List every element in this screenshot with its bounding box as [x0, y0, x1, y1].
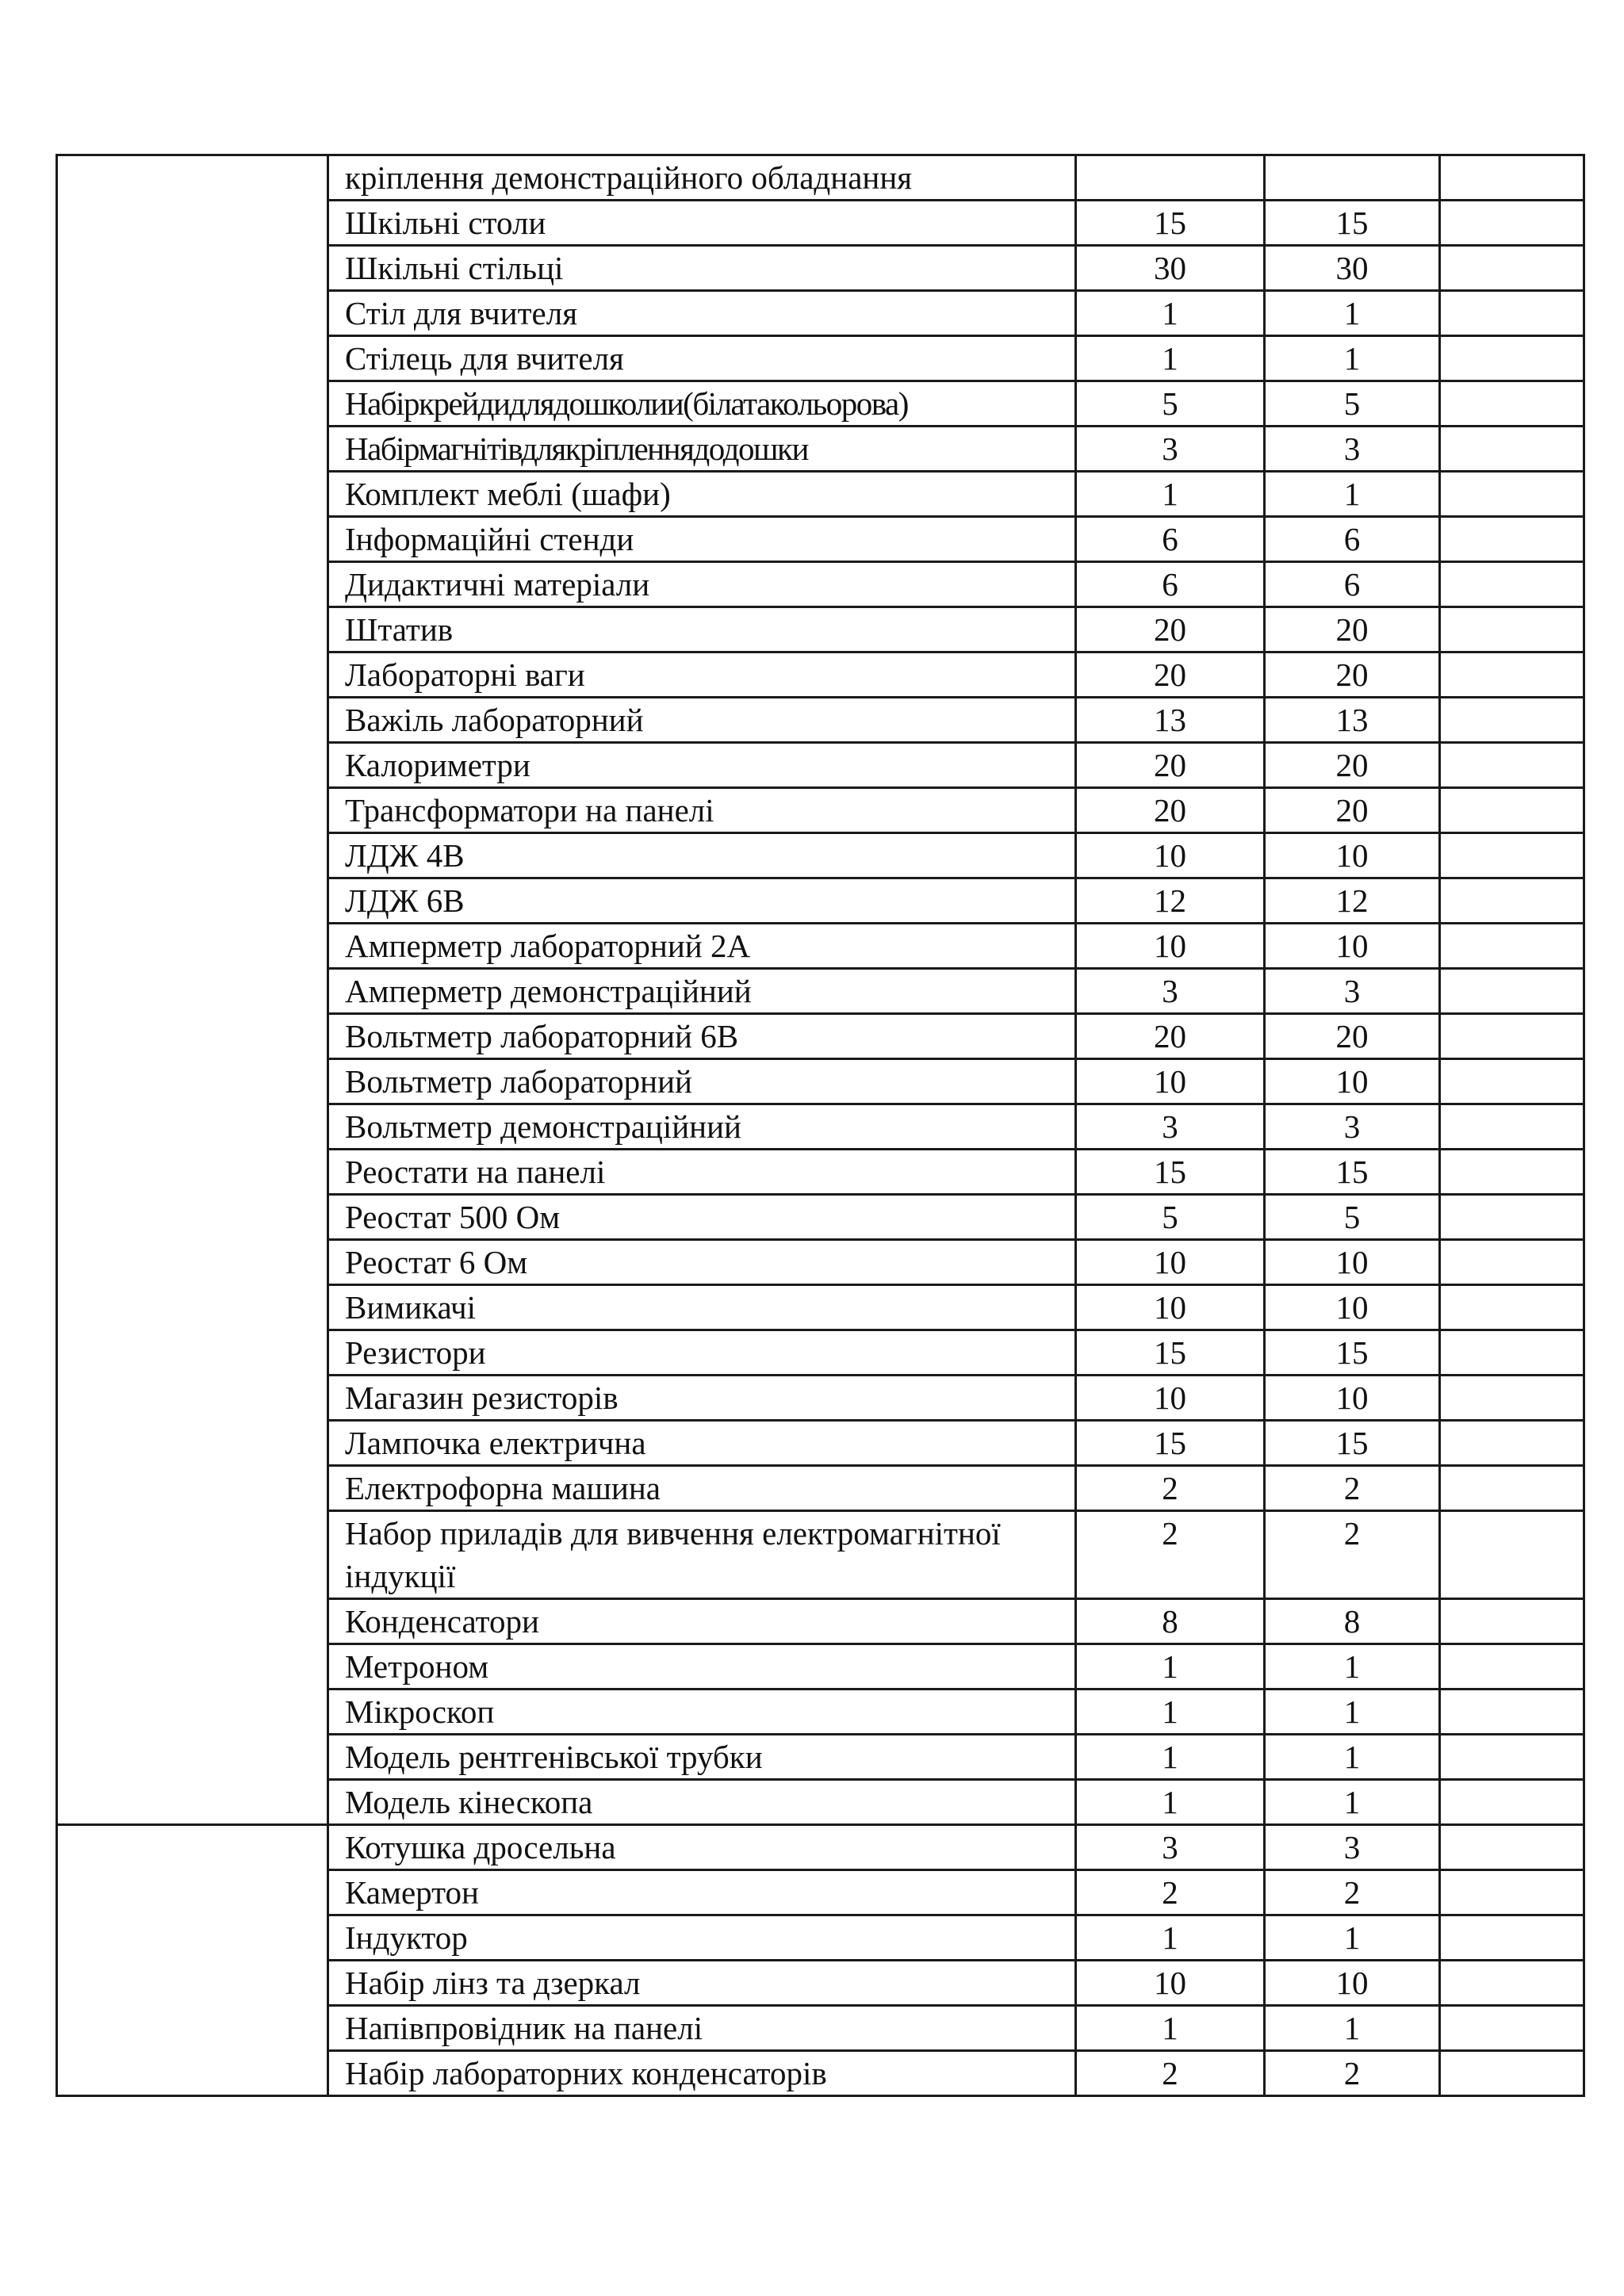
quantity-cell: 2: [1076, 2051, 1265, 2096]
item-name-cell: Електрофорна машина: [328, 1466, 1076, 1511]
item-name-cell: Шкільні стільці: [328, 246, 1076, 291]
note-cell: [1440, 1330, 1584, 1376]
quantity-cell: 15: [1265, 1330, 1440, 1376]
note-cell: [1440, 1825, 1584, 1870]
quantity-cell: 1: [1265, 1780, 1440, 1825]
note-cell: [1440, 1961, 1584, 2006]
quantity-cell: 20: [1265, 607, 1440, 652]
quantity-cell: 2: [1076, 1870, 1265, 1915]
quantity-cell: 1: [1076, 1644, 1265, 1689]
quantity-cell: 3: [1076, 1104, 1265, 1150]
quantity-cell: 10: [1076, 1961, 1265, 2006]
item-name-cell: Модель рентгенівської трубки: [328, 1735, 1076, 1780]
quantity-cell: 2: [1076, 1466, 1265, 1511]
item-name-cell: Стіл для вчителя: [328, 291, 1076, 336]
quantity-cell: 10: [1076, 1059, 1265, 1104]
quantity-cell: [1265, 155, 1440, 201]
item-name-cell: Лампочка електрична: [328, 1421, 1076, 1466]
item-name-cell: Магазин резисторів: [328, 1376, 1076, 1421]
quantity-cell: 10: [1265, 1285, 1440, 1330]
item-name-cell: Модель кінескопа: [328, 1780, 1076, 1825]
item-name-cell: Калориметри: [328, 743, 1076, 788]
quantity-cell: 5: [1265, 1195, 1440, 1240]
note-cell: [1440, 2051, 1584, 2096]
item-name-cell: Набор приладів для вивчення електромагнітної індукції: [328, 1511, 1076, 1599]
note-cell: [1440, 743, 1584, 788]
quantity-cell: 15: [1076, 1421, 1265, 1466]
quantity-cell: 1: [1265, 336, 1440, 381]
note-cell: [1440, 155, 1584, 201]
item-name-cell: Дидактичні матеріали: [328, 562, 1076, 607]
quantity-cell: 1: [1265, 472, 1440, 517]
quantity-cell: 20: [1076, 788, 1265, 833]
note-cell: [1440, 472, 1584, 517]
quantity-cell: 1: [1265, 2006, 1440, 2051]
note-cell: [1440, 1421, 1584, 1466]
note-cell: [1440, 381, 1584, 427]
item-name-cell: Реостат 500 Ом: [328, 1195, 1076, 1240]
quantity-cell: 1: [1076, 291, 1265, 336]
equipment-table-body: [57, 155, 1584, 2096]
quantity-cell: 1: [1076, 1915, 1265, 1961]
quantity-cell: 1: [1076, 2006, 1265, 2051]
note-cell: [1440, 1735, 1584, 1780]
quantity-cell: 10: [1265, 833, 1440, 878]
quantity-cell: 5: [1076, 1195, 1265, 1240]
note-cell: [1440, 1376, 1584, 1421]
quantity-cell: 3: [1265, 1825, 1440, 1870]
quantity-cell: 20: [1076, 652, 1265, 698]
item-name-cell: Шкільні столи: [328, 201, 1076, 246]
quantity-cell: 6: [1265, 562, 1440, 607]
quantity-cell: 1: [1265, 1915, 1440, 1961]
note-cell: [1440, 1780, 1584, 1825]
quantity-cell: 1: [1265, 291, 1440, 336]
note-cell: [1440, 788, 1584, 833]
item-name-cell: Реостат 6 Ом: [328, 1240, 1076, 1285]
item-name-cell: Комплект меблі (шафи): [328, 472, 1076, 517]
quantity-cell: 1: [1265, 1735, 1440, 1780]
quantity-cell: 6: [1265, 517, 1440, 562]
quantity-cell: 10: [1076, 833, 1265, 878]
quantity-cell: 20: [1076, 743, 1265, 788]
quantity-cell: 10: [1076, 1285, 1265, 1330]
note-cell: [1440, 1466, 1584, 1511]
note-cell: [1440, 1915, 1584, 1961]
table-row: [57, 1825, 1584, 1870]
quantity-cell: 10: [1265, 1240, 1440, 1285]
quantity-cell: 20: [1265, 652, 1440, 698]
quantity-cell: 2: [1076, 1511, 1265, 1599]
quantity-cell: 15: [1076, 201, 1265, 246]
item-name-cell: Індуктор: [328, 1915, 1076, 1961]
quantity-cell: 13: [1076, 698, 1265, 743]
quantity-cell: 12: [1265, 878, 1440, 924]
quantity-cell: 30: [1076, 246, 1265, 291]
note-cell: [1440, 562, 1584, 607]
quantity-cell: 3: [1076, 1825, 1265, 1870]
note-cell: [1440, 1014, 1584, 1059]
item-name-cell: Набір лінз та дзеркал: [328, 1961, 1076, 2006]
quantity-cell: 2: [1265, 1466, 1440, 1511]
quantity-cell: 3: [1265, 969, 1440, 1014]
quantity-cell: 20: [1265, 743, 1440, 788]
quantity-cell: 2: [1265, 2051, 1440, 2096]
note-cell: [1440, 969, 1584, 1014]
note-cell: [1440, 1150, 1584, 1195]
note-cell: [1440, 1195, 1584, 1240]
item-name-cell: Резистори: [328, 1330, 1076, 1376]
quantity-cell: 10: [1076, 1240, 1265, 1285]
quantity-cell: 8: [1076, 1599, 1265, 1644]
quantity-cell: 10: [1076, 924, 1265, 969]
group-cell-1: [57, 155, 328, 1825]
note-cell: [1440, 833, 1584, 878]
quantity-cell: 3: [1265, 427, 1440, 472]
item-name-cell: Вольтметр лабораторний: [328, 1059, 1076, 1104]
note-cell: [1440, 1511, 1584, 1599]
quantity-cell: 6: [1076, 562, 1265, 607]
quantity-cell: 30: [1265, 246, 1440, 291]
item-name-cell: Котушка дросельна: [328, 1825, 1076, 1870]
item-name-cell: Трансформатори на панелі: [328, 788, 1076, 833]
quantity-cell: 10: [1265, 1376, 1440, 1421]
note-cell: [1440, 336, 1584, 381]
quantity-cell: 20: [1076, 607, 1265, 652]
quantity-cell: 10: [1265, 924, 1440, 969]
quantity-cell: [1076, 155, 1265, 201]
item-name-cell: Метроном: [328, 1644, 1076, 1689]
quantity-cell: 3: [1265, 1104, 1440, 1150]
note-cell: [1440, 517, 1584, 562]
item-name-cell: Реостати на панелі: [328, 1150, 1076, 1195]
quantity-cell: 1: [1265, 1689, 1440, 1735]
note-cell: [1440, 698, 1584, 743]
note-cell: [1440, 1599, 1584, 1644]
note-cell: [1440, 924, 1584, 969]
quantity-cell: 1: [1076, 336, 1265, 381]
note-cell: [1440, 607, 1584, 652]
item-name-cell: Набіркрейдидлядошколии(білатакольорова): [328, 381, 1076, 427]
quantity-cell: 2: [1265, 1870, 1440, 1915]
item-name-cell: Важіль лабораторний: [328, 698, 1076, 743]
quantity-cell: 15: [1265, 1150, 1440, 1195]
item-name-cell: Набір лабораторних конденсаторів: [328, 2051, 1076, 2096]
note-cell: [1440, 1240, 1584, 1285]
quantity-cell: 1: [1076, 472, 1265, 517]
quantity-cell: 10: [1076, 1376, 1265, 1421]
note-cell: [1440, 1285, 1584, 1330]
note-cell: [1440, 1870, 1584, 1915]
note-cell: [1440, 427, 1584, 472]
item-name-cell: Конденсатори: [328, 1599, 1076, 1644]
quantity-cell: 6: [1076, 517, 1265, 562]
note-cell: [1440, 1059, 1584, 1104]
quantity-cell: 1: [1076, 1735, 1265, 1780]
quantity-cell: 15: [1265, 1421, 1440, 1466]
quantity-cell: 15: [1076, 1150, 1265, 1195]
quantity-cell: 5: [1076, 381, 1265, 427]
item-name-cell: Набірмагнітівдлякріпленнядодошки: [328, 427, 1076, 472]
quantity-cell: 3: [1076, 427, 1265, 472]
table-row: [57, 155, 1584, 201]
quantity-cell: 3: [1076, 969, 1265, 1014]
quantity-cell: 1: [1076, 1689, 1265, 1735]
note-cell: [1440, 1104, 1584, 1150]
quantity-cell: 10: [1265, 1059, 1440, 1104]
note-cell: [1440, 1644, 1584, 1689]
item-name-cell: ЛДЖ 4В: [328, 833, 1076, 878]
note-cell: [1440, 291, 1584, 336]
quantity-cell: 1: [1265, 1644, 1440, 1689]
note-cell: [1440, 652, 1584, 698]
item-name-cell: Стілець для вчителя: [328, 336, 1076, 381]
quantity-cell: 13: [1265, 698, 1440, 743]
group-cell-2: [57, 1825, 328, 2096]
quantity-cell: 15: [1265, 201, 1440, 246]
quantity-cell: 8: [1265, 1599, 1440, 1644]
item-name-cell: Камертон: [328, 1870, 1076, 1915]
item-name-cell: кріплення демонстраційного обладнання: [328, 155, 1076, 201]
note-cell: [1440, 2006, 1584, 2051]
quantity-cell: 15: [1076, 1330, 1265, 1376]
note-cell: [1440, 1689, 1584, 1735]
item-name-cell: Напівпровідник на панелі: [328, 2006, 1076, 2051]
item-name-cell: Амперметр демонстраційний: [328, 969, 1076, 1014]
note-cell: [1440, 246, 1584, 291]
item-name-cell: Вольтметр лабораторний 6В: [328, 1014, 1076, 1059]
quantity-cell: 12: [1076, 878, 1265, 924]
item-name-cell: Вимикачі: [328, 1285, 1076, 1330]
equipment-table: [56, 154, 1585, 2097]
item-name-cell: Штатив: [328, 607, 1076, 652]
quantity-cell: 10: [1265, 1961, 1440, 2006]
note-cell: [1440, 201, 1584, 246]
quantity-cell: 1: [1076, 1780, 1265, 1825]
item-name-cell: Інформаційні стенди: [328, 517, 1076, 562]
quantity-cell: 5: [1265, 381, 1440, 427]
item-name-cell: ЛДЖ 6В: [328, 878, 1076, 924]
item-name-cell: Амперметр лабораторний 2А: [328, 924, 1076, 969]
item-name-cell: Лабораторні ваги: [328, 652, 1076, 698]
item-name-cell: Вольтметр демонстраційний: [328, 1104, 1076, 1150]
quantity-cell: 20: [1076, 1014, 1265, 1059]
quantity-cell: 20: [1265, 788, 1440, 833]
note-cell: [1440, 878, 1584, 924]
quantity-cell: 20: [1265, 1014, 1440, 1059]
quantity-cell: 2: [1265, 1511, 1440, 1599]
item-name-cell: Мікроскоп: [328, 1689, 1076, 1735]
